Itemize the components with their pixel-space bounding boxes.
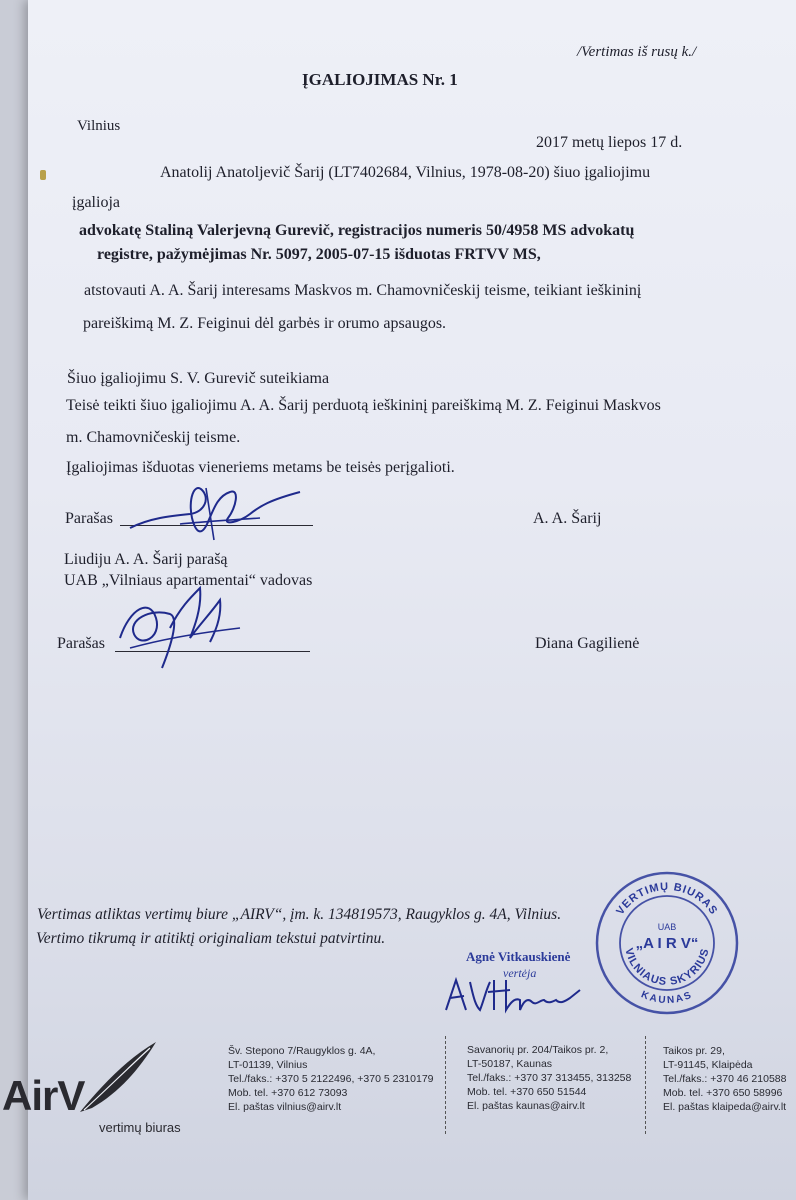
handwritten-signature-2 bbox=[110, 578, 260, 678]
footer-kaunas-line: El. paštas kaunas@airv.lt bbox=[467, 1100, 585, 1112]
translator-signature bbox=[440, 970, 590, 1020]
footer-separator-2 bbox=[645, 1036, 646, 1134]
stamp-top-text: VERTIMŲ BIURAS bbox=[614, 880, 720, 918]
footer-kaunas bbox=[467, 1043, 631, 1113]
footer-separator-1 bbox=[445, 1036, 446, 1134]
stamp-brand-text: „A I R V“ bbox=[635, 935, 699, 952]
certification-line-2: Vertimo tikrumą ir atitiktį originaliam tekstui patvirtinu. bbox=[36, 930, 386, 947]
signature-2-name: Diana Gagilienė bbox=[535, 635, 640, 652]
body-line-2: įgalioja bbox=[72, 194, 120, 211]
svg-text:VERTIMŲ BIURAS bbox=[614, 881, 720, 917]
footer-vilnius-line: Šv. Stepono 7/Raugyklos g. 4A, bbox=[228, 1045, 376, 1057]
footer-klaipeda-line: Taikos pr. 29, bbox=[663, 1045, 725, 1057]
footer-klaipeda-line: Mob. tel. +370 650 58996 bbox=[663, 1087, 783, 1099]
stamp-branch-text: VILNIAUS SKYRIUS bbox=[622, 946, 712, 989]
stamp-city-text: KAUNAS bbox=[639, 989, 695, 1007]
handwritten-signature-1 bbox=[110, 478, 310, 548]
witness-line-2: UAB „Vilniaus apartamentai“ vadovas bbox=[64, 572, 313, 589]
translator-role: vertėja bbox=[503, 966, 537, 980]
body-line-5: Šiuo įgaliojimu S. V. Gurevič suteikiama bbox=[67, 370, 330, 387]
footer-vilnius-line: LT-01139, Vilnius bbox=[228, 1059, 308, 1071]
footer-vilnius-line: Mob. tel. +370 612 73093 bbox=[228, 1087, 348, 1099]
footer-kaunas-line: Mob. tel. +370 650 51544 bbox=[467, 1086, 587, 1098]
footer-vilnius bbox=[228, 1044, 434, 1114]
translator-name: Agnė Vitkauskienė bbox=[466, 949, 571, 964]
footer-kaunas-line: LT-50187, Kaunas bbox=[467, 1058, 553, 1070]
logo-tagline: vertimų biuras bbox=[99, 1120, 181, 1135]
certification-line-1: Vertimas atliktas vertimų biure „AIRV“, įm. k. 134819573, Raugyklos g. 4A, Vilnius. bbox=[37, 906, 562, 923]
document-title: ĮGALIOJIMAS Nr. 1 bbox=[302, 70, 458, 89]
translation-note: /Vertimas iš rusų k./ bbox=[577, 44, 697, 60]
body-line-4: pareiškimą M. Z. Feiginui dėl garbės ir orumo apsaugos. bbox=[83, 315, 447, 332]
body-line-8: Įgaliojimas išduotas vieneriems metams be teisės perįgalioti. bbox=[66, 459, 455, 476]
body-line-7: m. Chamovničeskij teisme. bbox=[66, 429, 241, 446]
footer-kaunas-line: Tel./faks.: +370 37 313455, 313258 bbox=[467, 1072, 632, 1084]
signature-2-label: Parašas bbox=[57, 635, 105, 652]
signature-1-name: A. A. Šarij bbox=[533, 510, 602, 527]
footer-vilnius-line: El. paštas vilnius@airv.lt bbox=[228, 1101, 342, 1113]
footer-klaipeda-line: LT-91145, Klaipėda bbox=[663, 1059, 753, 1071]
footer-vilnius-line: Tel./faks.: +370 5 2122496, +370 5 2310179 bbox=[228, 1073, 434, 1085]
footer-kaunas-line: Savanorių pr. 204/Taikos pr. 2, bbox=[467, 1044, 609, 1056]
stamp-uab-text: UAB bbox=[657, 922, 677, 932]
footer-klaipeda bbox=[663, 1044, 786, 1114]
footer-klaipeda-line: Tel./faks.: +370 46 210588 bbox=[663, 1073, 787, 1085]
body-line-3: atstovauti A. A. Šarij interesams Maskvos m. Chamovničeskij teisme, teikiant ieškininį bbox=[84, 282, 642, 299]
date: 2017 metų liepos 17 d. bbox=[536, 134, 683, 151]
body-bold-2: registre, pažymėjimas Nr. 5097, 2005-07-15 išduotas FRTVV MS, bbox=[97, 246, 541, 263]
svg-text:VILNIAUS SKYRIUS bbox=[622, 947, 711, 988]
body-line-1: Anatolij Anatoljevič Šarij (LT7402684, Vilnius, 1978-08-20) šiuo įgaliojimu bbox=[160, 164, 651, 181]
logo-brand: AirV bbox=[2, 1072, 85, 1119]
translation-bureau-stamp bbox=[592, 868, 742, 1018]
page-edge-mark bbox=[40, 170, 46, 180]
signature-1-label: Parašas bbox=[65, 510, 113, 527]
place: Vilnius bbox=[77, 118, 121, 134]
witness-line-1: Liudiju A. A. Šarij parašą bbox=[64, 551, 228, 568]
body-line-6: Teisė teikti šiuo įgaliojimu A. A. Šarij perduotą ieškininį pareiškimą M. Z. Feiginui Maskvos bbox=[66, 397, 661, 414]
svg-text:KAUNAS bbox=[639, 989, 694, 1006]
footer-klaipeda-line: El. paštas klaipeda@airv.lt bbox=[663, 1101, 787, 1113]
body-bold-1: advokatę Staliną Valerjevną Gurevič, registracijos numeris 50/4958 MS advokatų bbox=[79, 222, 635, 239]
